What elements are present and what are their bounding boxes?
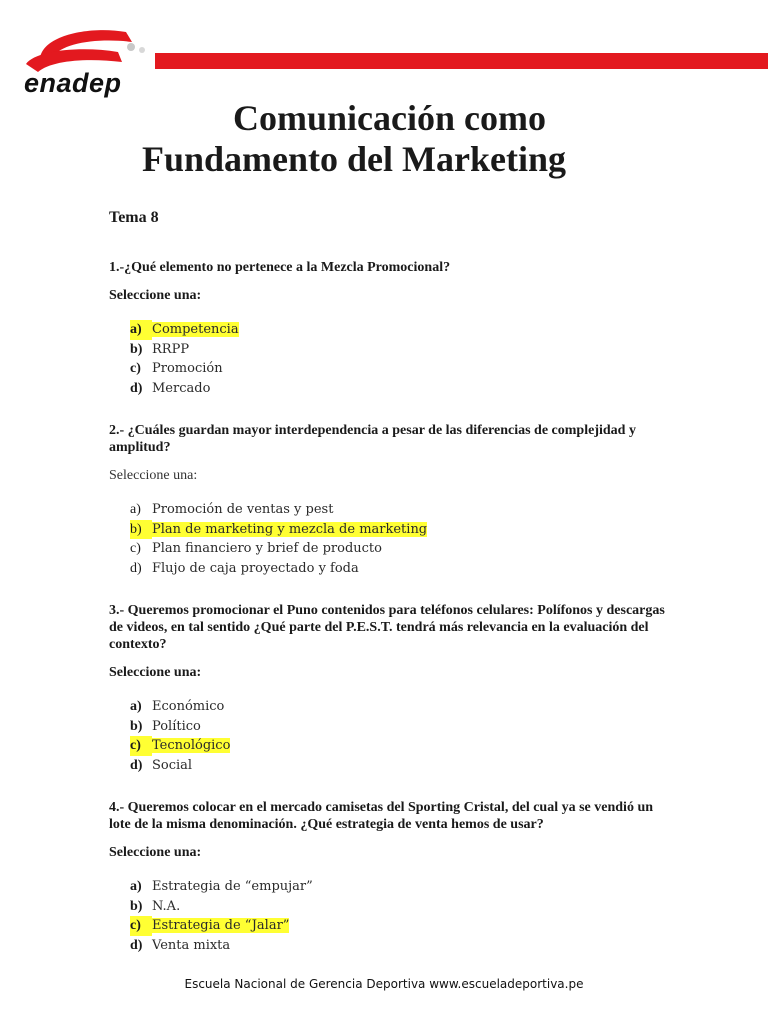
option-text: Económico: [152, 699, 225, 714]
option-d[interactable]: [109, 936, 669, 956]
option-a[interactable]: [109, 877, 669, 897]
option-letter: a): [130, 502, 141, 517]
option-text: Plan financiero y brief de producto: [152, 541, 382, 556]
option-list: [109, 697, 669, 775]
option-text: Tecnológico: [152, 738, 231, 753]
document-title: [0, 98, 768, 180]
option-letter: c): [130, 361, 141, 376]
option-c[interactable]: [109, 359, 669, 379]
document-header: [0, 0, 768, 100]
option-text: Competencia: [152, 322, 239, 337]
option-text: RRPP: [152, 341, 190, 357]
quiz-content: [109, 209, 669, 979]
select-prompt: Seleccione una:: [109, 288, 202, 303]
option-text: Flujo de caja proyectado y foda: [152, 560, 359, 576]
option-letter: d): [130, 380, 143, 396]
option-text: Estrategia de “Jalar”: [152, 918, 290, 933]
question-text: 1.-¿Qué elemento no pertenece a la Mezcla Promocional?: [109, 260, 451, 275]
option-letter: b): [130, 718, 143, 734]
option-list: [109, 320, 669, 398]
header-red-bar: [155, 53, 768, 69]
option-letter: c): [130, 541, 141, 556]
option-list: [109, 877, 669, 955]
option-letter: d): [130, 937, 143, 953]
page-footer: Escuela Nacional de Gerencia Deportiva www.escueladeportiva.pe: [184, 977, 584, 991]
option-letter: d): [130, 560, 142, 576]
question-3: [109, 602, 669, 775]
select-prompt: Seleccione una:: [109, 665, 202, 680]
option-letter: c): [130, 736, 152, 756]
option-letter: a): [130, 879, 142, 894]
option-text: Venta mixta: [152, 937, 231, 953]
option-a[interactable]: [109, 500, 669, 520]
title-line-2: Fundamento del Marketing: [142, 139, 567, 179]
option-a[interactable]: [109, 320, 669, 340]
option-c[interactable]: [109, 736, 669, 756]
question-1: [109, 259, 669, 398]
option-d[interactable]: [109, 756, 669, 776]
option-text: Estrategia de “empujar”: [152, 879, 313, 894]
tema-heading: Tema 8: [109, 209, 159, 226]
question-text: 4.- Queremos colocar en el mercado camisetas del Sporting Cristal, del cual ya se vendió un lote de la misma denominación. ¿Qué estrategia de venta hemos de usar?: [109, 800, 654, 832]
select-prompt: Seleccione una:: [109, 468, 198, 483]
option-text: Social: [152, 757, 193, 773]
option-b[interactable]: [109, 717, 669, 737]
option-d[interactable]: [109, 379, 669, 399]
option-letter: c): [130, 916, 152, 936]
option-letter: b): [130, 341, 143, 357]
option-letter: a): [130, 320, 152, 340]
title-line-1: Comunicación como: [233, 98, 546, 138]
option-list: [109, 500, 669, 578]
question-4: [109, 799, 669, 955]
option-b[interactable]: [109, 897, 669, 917]
question-2: [109, 422, 669, 578]
option-letter: d): [130, 757, 143, 773]
option-b[interactable]: [109, 340, 669, 360]
select-prompt: Seleccione una:: [109, 845, 202, 860]
option-letter: b): [130, 898, 143, 914]
option-c[interactable]: [109, 916, 669, 936]
option-letter: b): [130, 520, 152, 540]
option-a[interactable]: [109, 697, 669, 717]
option-text: N.A.: [152, 898, 181, 914]
option-text: Mercado: [152, 380, 211, 396]
brand-name: enadep: [24, 68, 122, 98]
option-letter: a): [130, 699, 142, 714]
option-d[interactable]: [109, 559, 669, 579]
option-text: Promoción: [152, 361, 223, 376]
option-c[interactable]: [109, 539, 669, 559]
option-text: Plan de marketing y mezcla de marketing: [152, 521, 428, 537]
option-text: Promoción de ventas y pest: [152, 502, 334, 517]
question-text: 2.- ¿Cuáles guardan mayor interdependencia a pesar de las diferencias de complejidad y amplitud?: [109, 423, 636, 455]
option-b[interactable]: [109, 520, 669, 540]
question-text: 3.- Queremos promocionar el Puno contenidos para teléfonos celulares: Polífonos y descargas de videos, en tal sentido ¿Qué parte del P.E.S.T. tendrá más relevancia en la evaluación del contexto?: [109, 603, 665, 652]
option-text: Político: [152, 718, 201, 734]
